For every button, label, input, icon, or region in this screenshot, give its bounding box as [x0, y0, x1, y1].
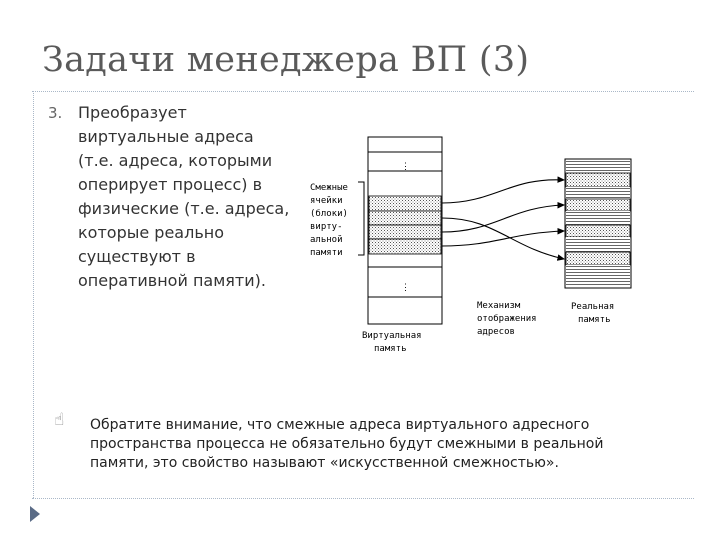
- slide-title: Задачи менеджера ВП (3): [42, 40, 530, 80]
- real-block-4: [566, 199, 630, 211]
- memory-mapping-diagram: [300, 125, 650, 360]
- svg-text:память: память: [374, 344, 407, 354]
- real-block-8: [566, 252, 630, 265]
- list-item-text: Преобразует виртуальные адреса (т.е. адреса, которыми оперирует процесс) в физические (т.е. адреса, которые реально существуют в оперативной памяти).: [78, 103, 290, 290]
- note-text: Обратите внимание, что смежные адреса виртуального адресного пространства процесса не обязательно будут смежными в реальной памяти, это свойство называют «искусственной смежностью».: [90, 417, 604, 471]
- contiguous-cells-label: [310, 183, 348, 258]
- vm-ellipsis-top: ⋮: [401, 162, 410, 172]
- real-block-7: [566, 237, 630, 252]
- left-divider: [33, 91, 34, 498]
- real-memory-label: [571, 302, 614, 325]
- mapping-arrows: [442, 180, 564, 259]
- virtual-memory-column: [368, 137, 442, 324]
- svg-text:памяти: памяти: [310, 248, 343, 258]
- real-block-9: [566, 265, 630, 287]
- footer-divider: [32, 498, 694, 499]
- svg-text:отображения: отображения: [477, 314, 537, 324]
- list-item-number: 3.: [48, 104, 63, 122]
- hand-pointer-icon: ☝: [54, 410, 65, 430]
- real-block-1: [566, 160, 630, 173]
- virtual-memory-label: [362, 331, 422, 354]
- mapping-arrow-2: [442, 218, 564, 259]
- svg-text:память: память: [578, 315, 611, 325]
- svg-text:Смежные: Смежные: [310, 183, 348, 193]
- real-block-6: [566, 225, 630, 237]
- svg-text:Механизм: Механизм: [477, 301, 521, 311]
- contiguous-bracket: [358, 182, 364, 255]
- mapping-arrow-3: [442, 205, 564, 232]
- svg-text:Виртуальная: Виртуальная: [362, 331, 422, 341]
- svg-text:Реальная: Реальная: [571, 302, 615, 312]
- svg-text:вирту-: вирту-: [310, 222, 343, 232]
- virtual-block-1: [369, 196, 441, 211]
- next-arrow-icon[interactable]: [30, 506, 40, 522]
- mapping-arrow-4: [442, 231, 564, 246]
- svg-text:ячейки: ячейки: [310, 196, 343, 206]
- svg-text:(блоки): (блоки): [310, 209, 348, 219]
- virtual-block-4: [369, 239, 441, 254]
- mapping-arrow-1: [442, 180, 564, 203]
- real-memory-column: [565, 159, 631, 288]
- address-mapping-label: [477, 301, 537, 337]
- virtual-block-3: [369, 225, 441, 239]
- real-block-5: [566, 211, 630, 225]
- svg-text:альной: альной: [310, 235, 343, 245]
- real-block-2: [566, 173, 630, 187]
- svg-text:адресов: адресов: [477, 327, 515, 337]
- vm-ellipsis-bottom: ⋮: [401, 283, 410, 293]
- real-block-3: [566, 187, 630, 199]
- virtual-block-2: [369, 211, 441, 225]
- title-divider: [32, 91, 694, 92]
